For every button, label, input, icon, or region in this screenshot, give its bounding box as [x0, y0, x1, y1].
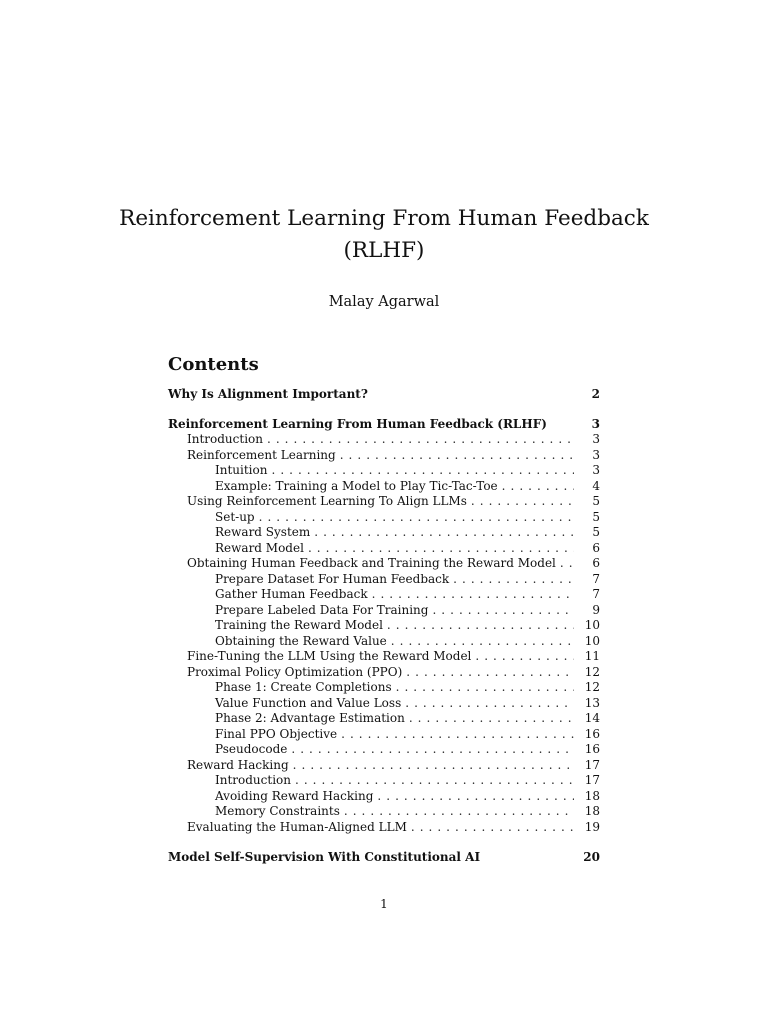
toc-page-number: 16: [584, 742, 600, 756]
toc-page-number: 17: [584, 757, 600, 772]
toc-section-entry[interactable]: [168, 572, 600, 588]
toc-page-number: 19: [584, 819, 600, 834]
toc-section-entry[interactable]: [168, 742, 600, 758]
toc-section-entry[interactable]: [168, 432, 600, 448]
toc-entry-label: Obtaining Human Feedback and Training the Reward Model: [187, 556, 556, 570]
toc-entry-label: Phase 1: Create Completions: [215, 680, 392, 694]
toc-entry-label: Reinforcement Learning From Human Feedback (RLHF): [168, 417, 547, 431]
toc-entry-label: Gather Human Feedback: [215, 587, 368, 601]
toc-section-entry[interactable]: [168, 634, 600, 650]
toc-entry-label: Phase 2: Advantage Estimation: [215, 711, 405, 725]
toc-dot-leader: [295, 773, 574, 789]
toc-entry-label: Reward Model: [215, 540, 304, 555]
toc-dot-leader: [475, 649, 574, 665]
toc-dot-leader: [344, 804, 574, 820]
toc-page-number: 2: [591, 387, 600, 401]
toc-section-entry[interactable]: [168, 711, 600, 727]
toc-page-number: 3: [592, 447, 600, 462]
toc-dot-leader: [314, 525, 574, 541]
toc-entry-label: Why Is Alignment Important?: [168, 387, 368, 401]
toc-page-number: 14: [584, 711, 600, 725]
toc-section-entry[interactable]: [168, 510, 600, 526]
toc-page-number: 5: [592, 525, 600, 539]
toc-entry-label: Reinforcement Learning: [187, 447, 336, 462]
toc-entry-label: Intuition: [215, 463, 268, 477]
toc-page-number: 11: [584, 649, 600, 663]
toc-page-number: 6: [592, 556, 600, 570]
contents-heading: Contents: [168, 354, 259, 375]
toc-section-entry[interactable]: [168, 479, 600, 495]
toc-entry-label: Example: Training a Model to Play Tic-Tac-Toe: [215, 478, 498, 493]
toc-section-entry[interactable]: [168, 618, 600, 634]
toc-dot-leader: [405, 696, 574, 712]
toc-section-entry[interactable]: [168, 587, 600, 603]
toc-entry-label: Introduction: [187, 432, 263, 446]
title-line-2: (RLHF): [343, 238, 425, 263]
toc-dot-leader: [377, 789, 574, 805]
toc-page-number: 3: [591, 417, 600, 431]
toc-entry-label: Fine-Tuning the LLM Using the Reward Model: [187, 649, 472, 663]
toc-page-number: 20: [583, 850, 600, 864]
toc-entry-label: Avoiding Reward Hacking: [215, 788, 374, 803]
toc-section-entry[interactable]: [168, 758, 600, 774]
toc-section-entry[interactable]: [168, 665, 600, 681]
toc-page-number: 4: [592, 478, 600, 493]
toc-section-entry[interactable]: [168, 727, 600, 743]
toc-entry-label: Using Reinforcement Learning To Align LLMs: [187, 494, 467, 508]
toc-page-number: 12: [584, 680, 600, 694]
toc-section-entry[interactable]: [168, 773, 600, 789]
toc-page-number: 16: [584, 726, 600, 741]
toc-section-entry[interactable]: [168, 556, 600, 572]
toc-dot-leader: [308, 541, 574, 557]
toc-entry-label: Memory Constraints: [215, 804, 340, 818]
toc-dot-leader: [432, 603, 574, 619]
toc-entry-label: Proximal Policy Optimization (PPO): [187, 664, 403, 679]
toc-page-number: 3: [592, 432, 600, 446]
toc-section-entry[interactable]: [168, 804, 600, 820]
toc-page-number: 6: [592, 540, 600, 555]
toc-page-number: 10: [584, 618, 600, 632]
toc-section-entry[interactable]: [168, 649, 600, 665]
toc-section-entry[interactable]: [168, 603, 600, 619]
toc-dot-leader: [560, 556, 574, 572]
toc-entry-label: Value Function and Value Loss: [215, 695, 402, 710]
toc-dot-leader: [453, 572, 574, 588]
toc-section-entry[interactable]: [168, 463, 600, 479]
toc-entry-label: Obtaining the Reward Value: [215, 633, 387, 648]
toc-page-number: 5: [592, 494, 600, 508]
toc-page-number: 3: [592, 463, 600, 477]
toc-section-entry[interactable]: [168, 541, 600, 557]
toc-dot-leader: [406, 665, 574, 681]
toc-chapter-entry[interactable]: [168, 386, 600, 402]
toc-entry-label: Introduction: [215, 773, 291, 787]
toc-dot-leader: [271, 463, 574, 479]
toc-entry-label: Training the Reward Model: [215, 618, 383, 632]
toc-page-number: 17: [584, 773, 600, 787]
toc-section-entry[interactable]: [168, 448, 600, 464]
toc-section-entry[interactable]: [168, 789, 600, 805]
toc-entry-label: Set-up: [215, 509, 255, 524]
toc-entry-label: Model Self-Supervision With Constitutional AI: [168, 850, 481, 864]
toc-dot-leader: [387, 618, 574, 634]
title-line-1: Reinforcement Learning From Human Feedback: [119, 206, 649, 231]
toc-dot-leader: [372, 587, 574, 603]
toc-section-entry[interactable]: [168, 494, 600, 510]
toc-page-number: 13: [584, 695, 600, 710]
toc-chapter-entry[interactable]: [168, 849, 600, 865]
toc-page-number: 10: [584, 633, 600, 648]
toc-page-number: 7: [592, 571, 600, 586]
toc-entry-label: Evaluating the Human-Aligned LLM: [187, 819, 407, 834]
toc-dot-leader: [502, 479, 574, 495]
table-of-contents: [168, 386, 600, 865]
toc-section-entry[interactable]: [168, 525, 600, 541]
toc-dot-leader: [396, 680, 574, 696]
toc-entry-label: Final PPO Objective: [215, 726, 338, 741]
toc-chapter-entry[interactable]: [168, 416, 600, 432]
toc-entry-label: Reward System: [215, 525, 311, 539]
toc-page-number: 12: [584, 664, 600, 679]
page-number: 1: [380, 897, 388, 911]
toc-entry-label: Reward Hacking: [187, 757, 289, 772]
toc-entry-label: Prepare Labeled Data For Training: [215, 602, 429, 617]
toc-section-entry[interactable]: [168, 680, 600, 696]
toc-dot-leader: [341, 727, 574, 743]
toc-page-number: 9: [592, 602, 600, 617]
toc-page-number: 18: [584, 788, 600, 803]
toc-section-entry[interactable]: [168, 820, 600, 836]
toc-dot-leader: [340, 448, 574, 464]
toc-entry-label: Pseudocode: [215, 742, 288, 756]
toc-dot-leader: [411, 820, 574, 836]
toc-page-number: 5: [592, 509, 600, 524]
toc-dot-leader: [471, 494, 574, 510]
toc-dot-leader: [259, 510, 574, 526]
toc-entry-label: Prepare Dataset For Human Feedback: [215, 571, 450, 586]
toc-page-number: 18: [584, 804, 600, 818]
document-title: [0, 203, 768, 267]
author-name: Malay Agarwal: [328, 294, 440, 310]
toc-page-number: 7: [592, 587, 600, 601]
toc-dot-leader: [267, 432, 574, 448]
toc-dot-leader: [409, 711, 574, 727]
toc-section-entry[interactable]: [168, 696, 600, 712]
toc-dot-leader: [391, 634, 574, 650]
toc-dot-leader: [291, 742, 574, 758]
toc-dot-leader: [293, 758, 574, 774]
